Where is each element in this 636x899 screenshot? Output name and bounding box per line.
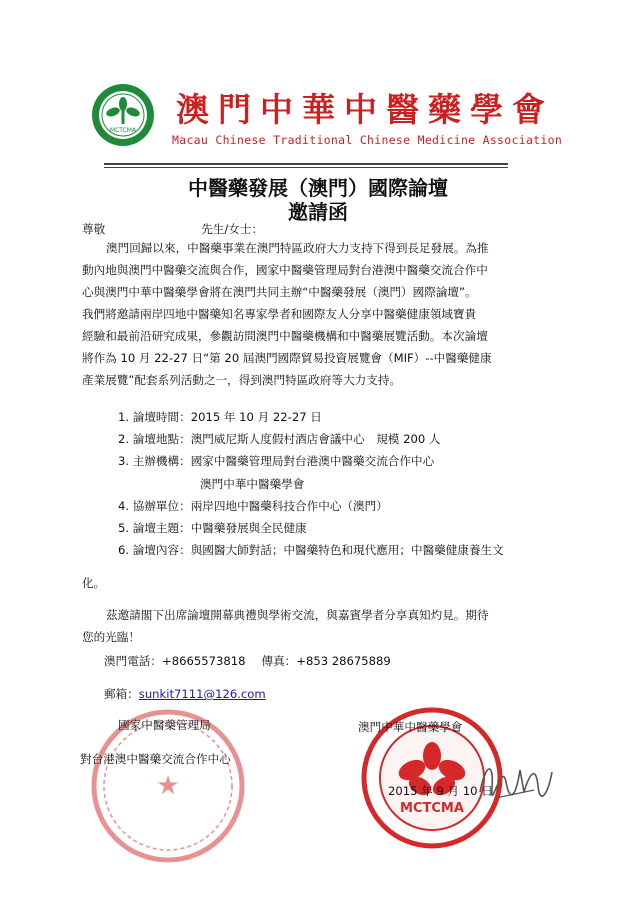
list-item: 4. 協辦單位：兩岸四地中醫藥科技合作中心（澳門） [118,498,388,513]
invitation-title: 邀請函 [288,200,348,224]
list-item: 5. 論壇主題：中醫藥發展與全民健康 [118,520,307,535]
body-line: 產業展覽”配套系列活動之一，得到澳門特區政府等大力支持。 [82,373,402,387]
email-link[interactable]: sunkit7111@126.com [138,687,266,701]
contact-email [104,687,266,701]
association-logo [90,82,156,148]
forum-details-list [118,410,504,565]
fax-number: +853 28675889 [296,654,391,668]
closing-line: 茲邀請閣下出席論壇開幕典禮與學術交流，與嘉賓學者分享真知灼見。期待 [106,608,489,622]
body-line: 我們將邀請兩岸四地中醫藥知名專家學者和國際友人分享中醫藥健康領域寶貴 [82,307,477,321]
logo-text: MCTCMA [109,127,137,134]
org-name-zh: 澳門中華中醫藥學會 [176,90,554,129]
left-signatory-line2: 對台港澳中醫藥交流合作中心 [80,752,231,766]
fax-label: 傳真： [261,654,297,668]
salutation-title: 先生/女士： [201,222,264,236]
list-item-continuation: 化。 [82,576,106,590]
phone-number: +8665573818 [161,654,246,668]
salutation [82,222,263,236]
right-signatory: 澳門中華中醫藥學會 [358,720,463,734]
body-line: 經驗和最前沿研究成果，參觀訪問澳門中醫藥機構和中醫藥展覽活動。本次論壇 [82,329,488,343]
list-item: 1. 論壇時間：2015 年 10 月 22-27 日 [118,410,322,424]
body-line: 心與澳門中華中醫藥學會將在澳門共同主辦“中醫藥發展（澳門）國際論壇”。 [82,285,477,299]
list-item: 3. 主辦機構：國家中醫藥管理局對台港澳中醫藥交流合作中心 [118,454,435,469]
header-divider [104,163,508,165]
signature-date: 2015 年 9 月 10 日 [388,784,493,798]
list-item: 澳門中華中醫藥學會 [200,476,305,491]
email-label: 郵箱： [104,687,139,701]
seal-text: MCTCMA [400,801,464,816]
forum-title: 中醫藥發展（澳門）國際論壇 [188,176,448,200]
closing-paragraph [82,608,489,652]
body-paragraph [82,241,582,395]
org-name-en: Macau Chinese Traditional Chinese Medicine Association [172,133,563,147]
phone-label: 澳門電話： [104,654,162,668]
body-line: 將作為 10 月 22-27 日“第 20 屆澳門國際貿易投資展覽會（MIF）--中醫藥健康 [82,351,492,365]
svg-text:★: ★ [156,771,180,801]
closing-line: 您的光臨！ [82,630,140,644]
list-item: 2. 論壇地點：澳門威尼斯人度假村酒店會議中心 規模 200 人 [118,432,441,447]
salutation-greeting: 尊敬 [82,222,106,236]
body-line: 澳門回歸以來，中醫藥事業在澳門特區政府大力支持下得到長足發展。為推 [106,241,489,255]
body-line: 動內地與澳門中醫藥交流與合作，國家中醫藥管理局對台港澳中醫藥交流合作中 [82,263,488,277]
header-divider-thin [104,167,508,168]
list-item: 6. 論壇內容：與國醫大師對話；中醫藥特色和現代應用；中醫藥健康養生文 [118,543,504,558]
left-signatory-line1: 國家中醫藥管理局 [118,718,211,732]
contact-phone-fax [104,654,391,668]
